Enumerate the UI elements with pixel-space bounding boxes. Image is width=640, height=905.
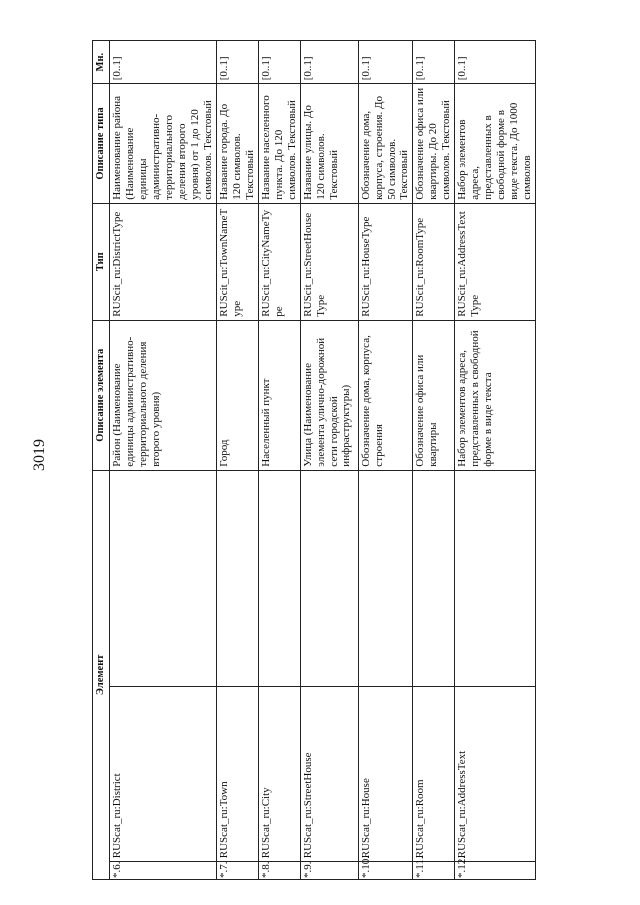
row-description: Обозначение дома, корпуса, строения <box>358 320 413 470</box>
row-type-description: Название города. До 120 символов. Текстовый <box>216 84 258 203</box>
row-multiplicity: [0..1] <box>216 41 258 84</box>
table-header-row <box>93 41 110 880</box>
row-multiplicity: [0..1] <box>110 41 217 84</box>
row-spacer <box>455 470 536 686</box>
row-number: *.6. <box>110 862 217 880</box>
row-type: RUScit_ru:RoomType <box>413 203 455 320</box>
row-multiplicity: [0..1] <box>258 41 300 84</box>
row-spacer <box>216 470 258 686</box>
header-type-description: Описание типа <box>93 84 110 203</box>
rotated-table-wrapper <box>92 40 534 880</box>
row-type-description: Название улицы. До 120 символов. Текстовый <box>300 84 358 203</box>
row-spacer <box>413 470 455 686</box>
row-number: *.7. <box>216 862 258 880</box>
row-multiplicity: [0..1] <box>358 41 413 84</box>
table-row <box>455 41 536 880</box>
row-type-description: Наименование района (Наименование единицы административно-территориального деления второго уровня) от 1 до 120 символов. Текстовый <box>110 84 217 203</box>
row-number: *.8. <box>258 862 300 880</box>
header-type: Тип <box>93 203 110 320</box>
row-number: *.12. <box>455 862 536 880</box>
row-description: Населенный пункт <box>258 320 300 470</box>
row-element: RUScat_ru:District <box>110 686 217 861</box>
table-row <box>413 41 455 880</box>
row-number: *.10. <box>358 862 413 880</box>
table-row <box>358 41 413 880</box>
row-element: RUScat_ru:House <box>358 686 413 861</box>
row-type: RUScit_ru:CityNameType <box>258 203 300 320</box>
row-spacer <box>258 470 300 686</box>
row-spacer <box>110 470 217 686</box>
header-element-description: Описание элемента <box>93 320 110 470</box>
header-element: Элемент <box>93 470 110 879</box>
table-row <box>110 41 217 880</box>
row-element: RUScat_ru:StreetHouse <box>300 686 358 861</box>
row-description: Обозначение офиса или квартиры <box>413 320 455 470</box>
row-description: Улица (Наименование элемента улично-дорожной сети городской инфраструктуры) <box>300 320 358 470</box>
row-element: RUScat_ru:City <box>258 686 300 861</box>
row-spacer <box>358 470 413 686</box>
row-element: RUScat_ru:AddressText <box>455 686 536 861</box>
row-element: RUScat_ru:Room <box>413 686 455 861</box>
row-type-description: Название населенного пункта. До 120 символов. Текстовый <box>258 84 300 203</box>
row-description: Район (Наименование единицы административно-территориального деления второго уровня) <box>110 320 217 470</box>
table-row <box>300 41 358 880</box>
row-spacer <box>300 470 358 686</box>
row-type: RUScit_ru:TownNameType <box>216 203 258 320</box>
row-description: Набор элементов адреса, представленных в свободной форме в виде текста <box>455 320 536 470</box>
row-multiplicity: [0..1] <box>300 41 358 84</box>
row-type: RUScit_ru:StreetHouseType <box>300 203 358 320</box>
row-type-description: Обозначение офиса или квартиры. До 20 символов. Текстовый <box>413 84 455 203</box>
row-type: RUScit_ru:DistrictType <box>110 203 217 320</box>
row-description: Город <box>216 320 258 470</box>
row-multiplicity: [0..1] <box>455 41 536 84</box>
table-row <box>258 41 300 880</box>
elements-table <box>92 40 536 880</box>
table-row <box>216 41 258 880</box>
row-element: RUScat_ru:Town <box>216 686 258 861</box>
row-type-description: Набор элементов адреса, представленных в свободной форме в виде текста. До 1000 символов <box>455 84 536 203</box>
row-type: RUScit_ru:HouseType <box>358 203 413 320</box>
row-type-description: Обозначение дома, корпуса, строения. До 50 символов. Текстовый <box>358 84 413 203</box>
page-number: 3019 <box>31 439 48 471</box>
row-type: RUScit_ru:AddressTextType <box>455 203 536 320</box>
header-multiplicity: Мн. <box>93 41 110 84</box>
row-number: *.11. <box>413 862 455 880</box>
row-number: *.9. <box>300 862 358 880</box>
row-multiplicity: [0..1] <box>413 41 455 84</box>
